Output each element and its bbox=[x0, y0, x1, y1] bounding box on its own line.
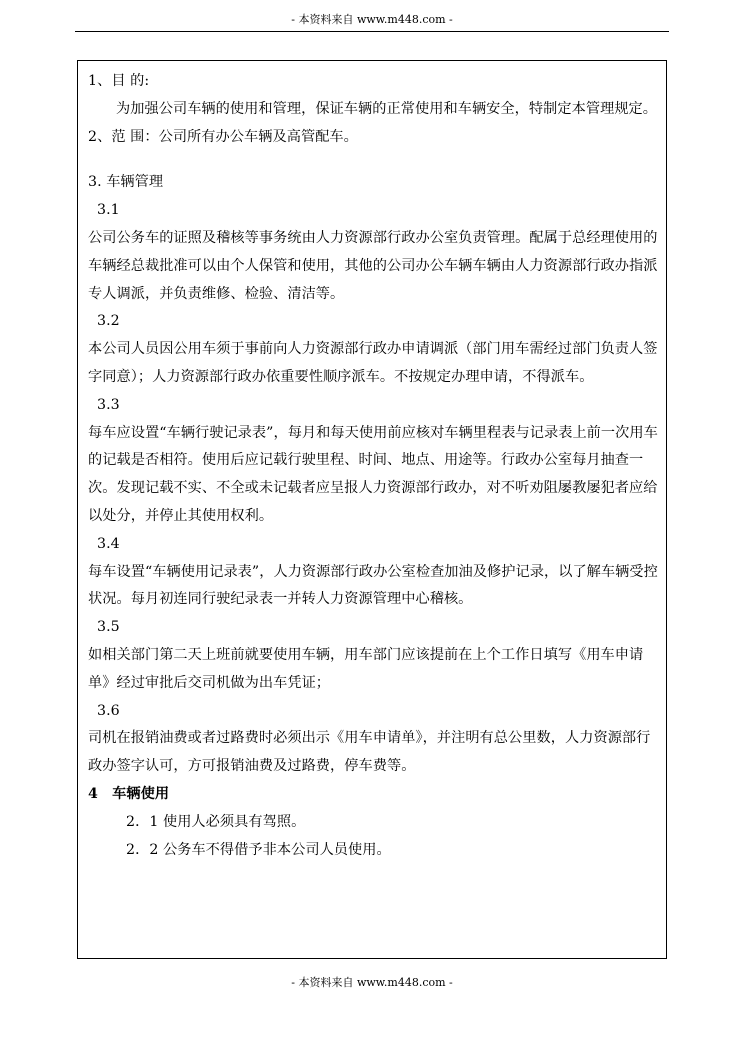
section-3-heading: 3. 车辆管理 bbox=[88, 174, 164, 191]
section-3-2-body: 本公司人员因公用车须于事前向人力资源部行政办申请调派（部门用车需经过部门负责人签字同意）；人力资源部行政办依重要性顺序派车。不按规定办理申请，不得派车。 bbox=[88, 341, 658, 385]
document-content bbox=[88, 60, 660, 864]
section-3-1-number: 3.1 bbox=[97, 202, 120, 219]
section-4-heading: 4 车辆使用 bbox=[88, 785, 170, 802]
header-rule bbox=[75, 31, 669, 32]
section-2-line: 2、范 围：公司所有办公车辆及高管配车。 bbox=[88, 128, 358, 145]
section-1-heading: 1、目 的: bbox=[88, 73, 150, 89]
section-3-3-body: 每车应设置“车辆行驶记录表”，每月和每天使用前应核对车辆里程表与记录表上前一次用车的记载是否相符。使用后应记载行驶里程、时间、地点、用途等。行政办公室每月抽查一次。发现记载不实、不全或未记载者应呈报人力资源部行政办，对不听劝阻屡教屡犯者应给以处分，并停止其使用权利。 bbox=[88, 424, 658, 524]
section-3-1-body: 公司公务车的证照及稽核等事务统由人力资源部行政办公室负责管理。配属于总经理使用的车辆经总裁批准可以由个人保管和使用，其他的公司办公车辆车辆由人力资源部行政办指派专人调派，并负责维修、检验、清洁等。 bbox=[88, 229, 658, 302]
section-3-5-body: 如相关部门第二天上班前就要使用车辆，用车部门应该提前在上个工作日填写《用车申请单》经过审批后交司机做为出车凭证； bbox=[88, 646, 644, 691]
section-3-4-number: 3.4 bbox=[97, 535, 120, 552]
section-3-6-body: 司机在报销油费或者过路费时必须出示《用车申请单》，并注明有总公里数，人力资源部行政办签字认可，方可报销油费及过路费，停车费等。 bbox=[88, 730, 651, 775]
page-header-source: - 本资料来自 www.m448.com - bbox=[291, 13, 453, 26]
section-3-4-body: 每车设置“车辆使用记录表”，人力资源部行政办公室检查加油及修护记录，以了解车辆受控状况。每月初连同行驶纪录表一并转人力资源管理中心稽核。 bbox=[88, 563, 658, 608]
page-footer-source: - 本资料来自 www.m448.com - bbox=[291, 976, 453, 989]
section-3-5-number: 3.5 bbox=[97, 619, 120, 636]
section-4-item-1: 2．1 使用人必须具有驾照。 bbox=[126, 813, 306, 830]
section-3-2-number: 3.2 bbox=[97, 313, 120, 330]
spacer bbox=[88, 151, 660, 169]
section-1-body: 为加强公司车辆的使用和管理，保证车辆的正常使用和车辆安全，特制定本管理规定。 bbox=[116, 100, 658, 117]
section-3-3-number: 3.3 bbox=[97, 396, 120, 413]
section-4-item-2: 2．2 公务车不得借予非本公司人员使用。 bbox=[126, 841, 391, 858]
section-3-6-number: 3.6 bbox=[97, 702, 120, 719]
